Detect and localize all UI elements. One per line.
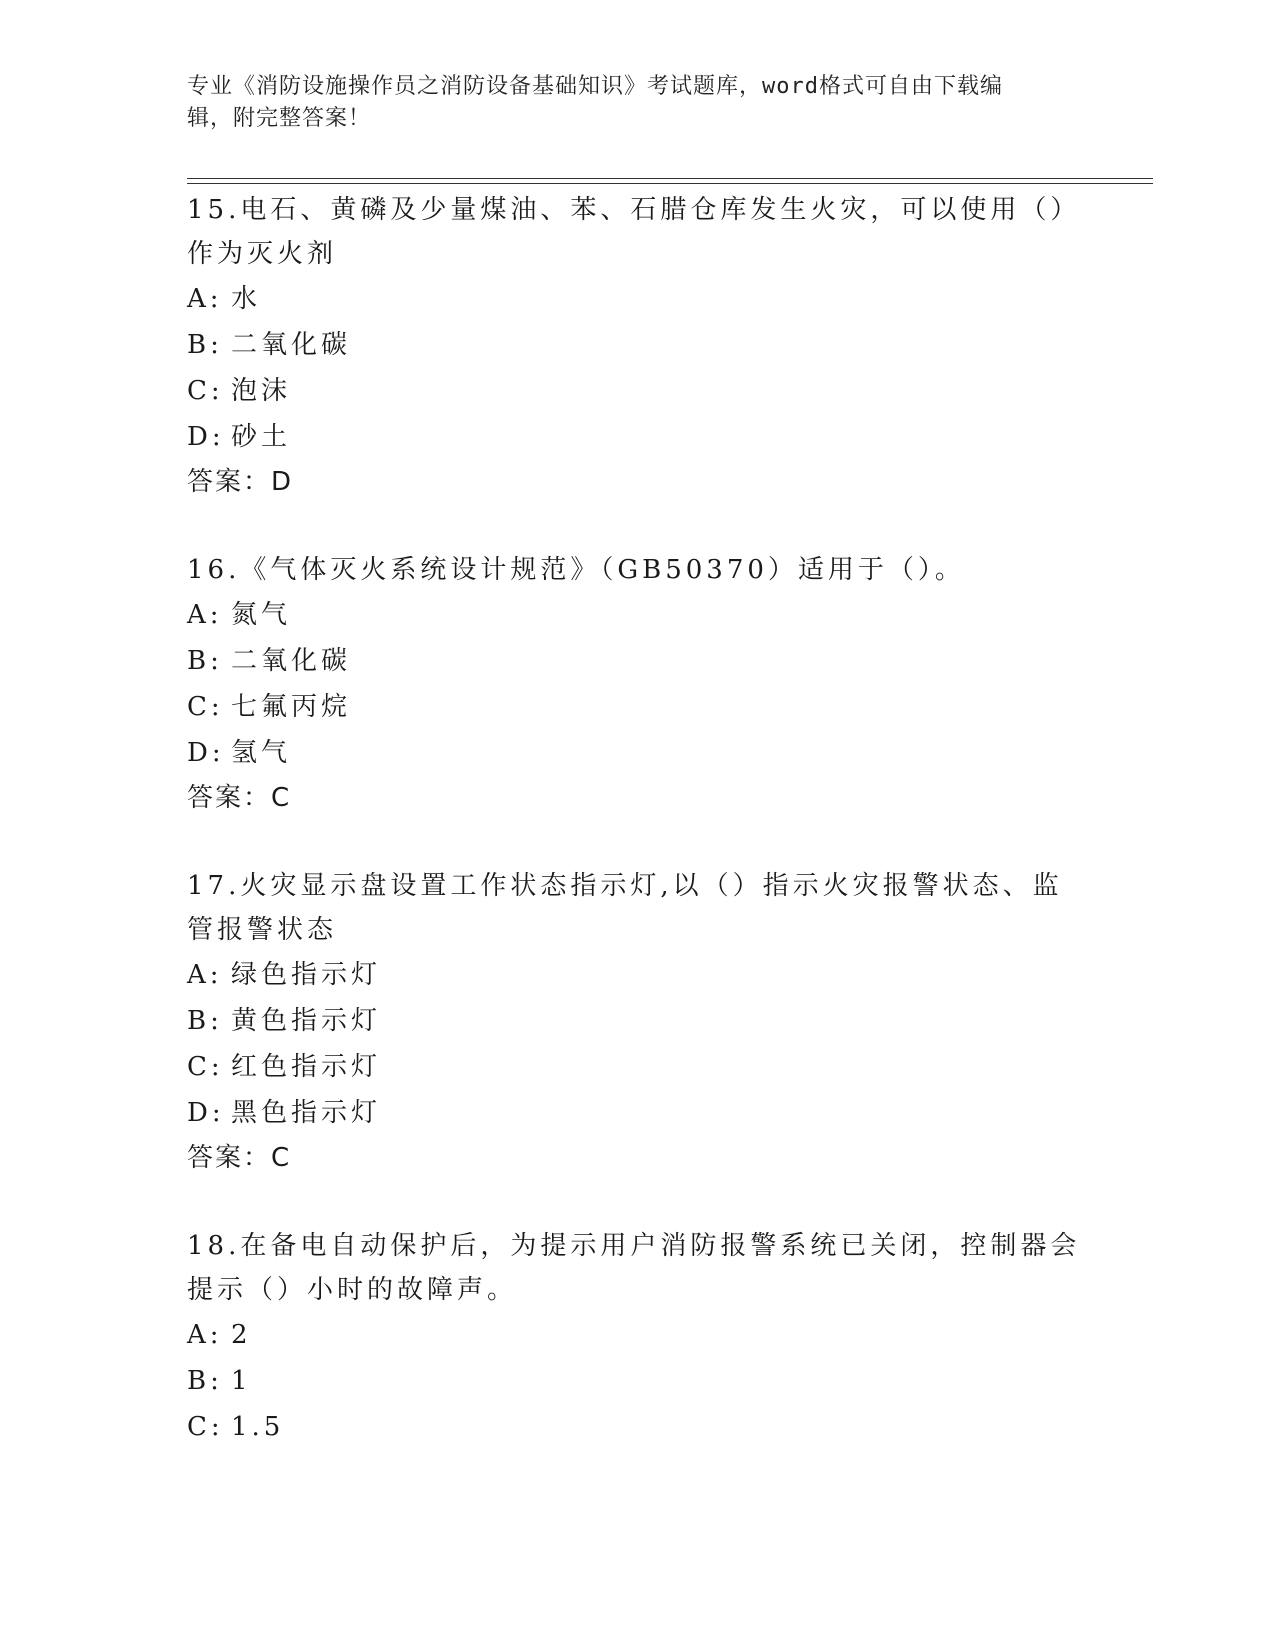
option-letter: D: bbox=[187, 738, 225, 768]
option-letter: C: bbox=[187, 692, 224, 722]
header-line-2: 辑，附完整答案！ bbox=[187, 106, 372, 131]
question-16 bbox=[187, 548, 1087, 820]
option-b bbox=[187, 998, 1087, 1044]
question-15 bbox=[187, 188, 1087, 504]
option-letter: C: bbox=[187, 1052, 224, 1082]
option-b bbox=[187, 322, 1087, 368]
option-letter: A: bbox=[187, 600, 223, 630]
option-letter: A: bbox=[187, 960, 223, 990]
question-18 bbox=[187, 1224, 1087, 1450]
option-letter: B: bbox=[187, 330, 223, 360]
option-text: 红色指示灯 bbox=[231, 1052, 382, 1082]
answer-line: 答案：C bbox=[187, 1143, 292, 1173]
question-stem: 15.电石、黄磷及少量煤油、苯、石腊仓库发生火灾，可以使用（）作为灭火剂 bbox=[187, 195, 1081, 269]
answer-line: 答案：C bbox=[187, 783, 292, 813]
option-b bbox=[187, 1358, 1087, 1404]
option-c bbox=[187, 1044, 1087, 1090]
option-letter: C: bbox=[187, 1412, 224, 1442]
option-text: 水 bbox=[231, 284, 262, 314]
answer-line: 答案：D bbox=[187, 467, 294, 497]
header-divider-top bbox=[187, 178, 1153, 179]
option-text: 砂土 bbox=[231, 422, 292, 452]
option-b bbox=[187, 638, 1087, 684]
option-c bbox=[187, 368, 1087, 414]
option-text: 氢气 bbox=[231, 738, 292, 768]
option-letter: D: bbox=[187, 1098, 225, 1128]
option-letter: A: bbox=[187, 284, 223, 314]
option-letter: B: bbox=[187, 1366, 223, 1396]
document-header bbox=[187, 71, 1067, 135]
option-text: 二氧化碳 bbox=[231, 330, 352, 360]
question-stem: 17.火灾显示盘设置工作状态指示灯,以（）指示火灾报警状态、监管报警状态 bbox=[187, 871, 1063, 945]
option-a bbox=[187, 952, 1087, 998]
option-d bbox=[187, 1090, 1087, 1136]
option-text: 二氧化碳 bbox=[231, 646, 352, 676]
option-letter: C: bbox=[187, 376, 224, 406]
option-d bbox=[187, 414, 1087, 460]
option-text: 氮气 bbox=[231, 600, 292, 630]
option-c bbox=[187, 1404, 1087, 1450]
option-c bbox=[187, 684, 1087, 730]
option-a bbox=[187, 1312, 1087, 1358]
option-text: 1 bbox=[231, 1366, 252, 1396]
option-text: 2 bbox=[231, 1320, 252, 1350]
option-a bbox=[187, 276, 1087, 322]
question-stem: 16.《气体灭火系统设计规范》（GB50370）适用于（）。 bbox=[187, 555, 965, 585]
header-line-1: 专业《消防设施操作员之消防设备基础知识》考试题库，word格式可自由下载编 bbox=[187, 74, 1003, 99]
option-letter: D: bbox=[187, 422, 225, 452]
option-text: 泡沫 bbox=[231, 376, 292, 406]
option-letter: B: bbox=[187, 646, 223, 676]
option-a bbox=[187, 592, 1087, 638]
option-letter: B: bbox=[187, 1006, 223, 1036]
option-d bbox=[187, 730, 1087, 776]
question-17 bbox=[187, 864, 1087, 1180]
option-text: 黑色指示灯 bbox=[231, 1098, 382, 1128]
option-text: 七氟丙烷 bbox=[231, 692, 352, 722]
option-text: 黄色指示灯 bbox=[231, 1006, 382, 1036]
option-text: 绿色指示灯 bbox=[231, 960, 382, 990]
question-stem: 18.在备电自动保护后，为提示用户消防报警系统已关闭，控制器会提示（）小时的故障声。 bbox=[187, 1231, 1081, 1305]
header-divider-bottom bbox=[187, 183, 1153, 184]
option-letter: A: bbox=[187, 1320, 223, 1350]
question-list bbox=[187, 188, 1087, 1494]
option-text: 1.5 bbox=[231, 1412, 285, 1442]
